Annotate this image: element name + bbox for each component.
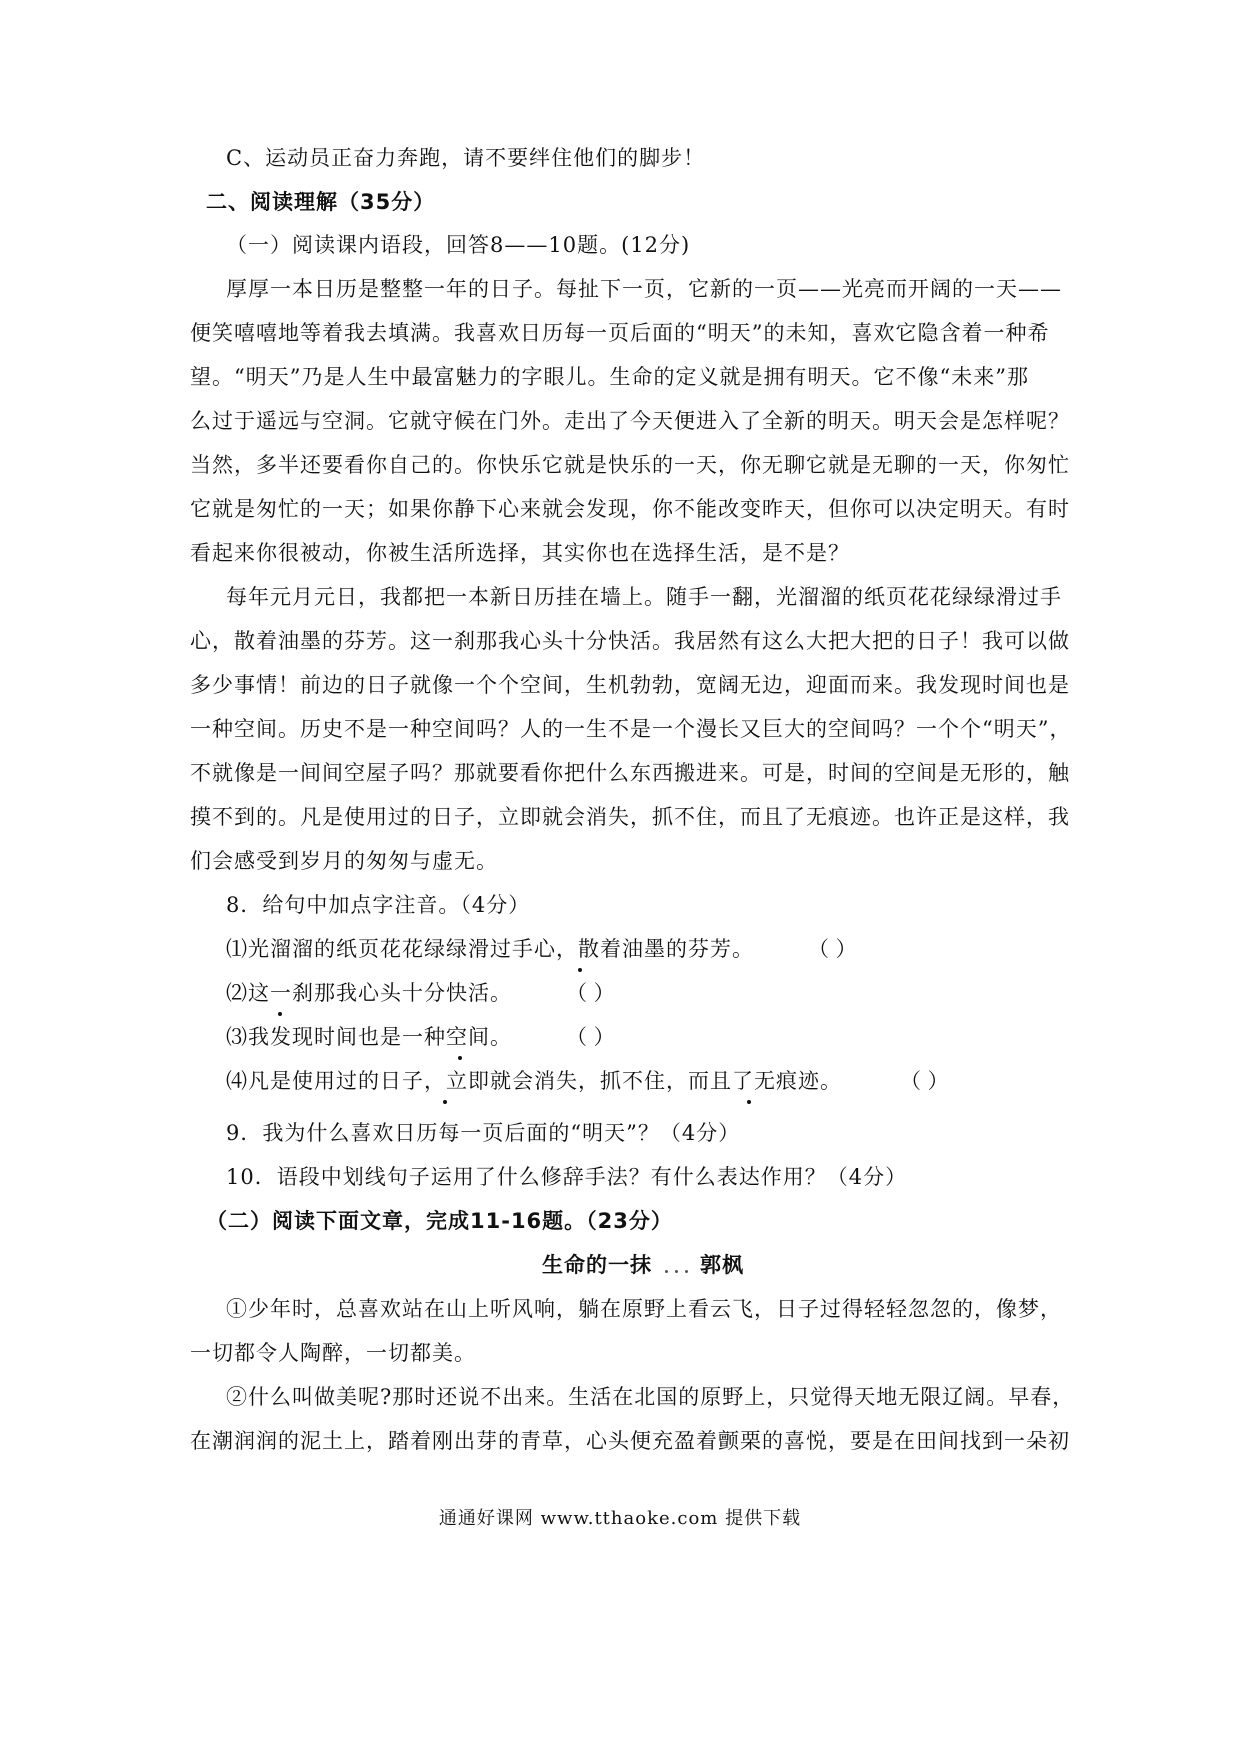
- passage-line: 厚厚一本日历是整整一年的日子。每扯下一页，它新的一页——光亮而开阔的一天——: [226, 277, 1062, 301]
- answer-blank: （ ）: [900, 1069, 949, 1093]
- emphasis-dot: [443, 1100, 447, 1104]
- passage-line: 么过于遥远与空洞。它就守候在门外。走出了今天便进入了全新的明天。明天会是怎样呢？: [190, 409, 1070, 433]
- passage-line: 便笑嘻嘻地等着我去填满。我喜欢日历每一页后面的“明天”的未知，喜欢它隐含着一种希: [190, 321, 1050, 345]
- part2-heading: （二）阅读下面文章，完成11-16题。（23分）: [206, 1209, 673, 1233]
- passage-line: 们会感受到岁月的匆匆与虚无。: [190, 849, 498, 873]
- passage-line: 一切都令人陶醉，一切都美。: [190, 1341, 476, 1365]
- article-title: 生命的一抹: [542, 1253, 652, 1277]
- passage-line: 摸不到的。凡是使用过的日子，立即就会消失，抓不住，而且了无痕迹。也许正是这样，我: [190, 805, 1070, 829]
- answer-blank: （ ）: [566, 981, 615, 1005]
- question-9: 9．我为什么喜欢日历每一页后面的“明天”？（4分）: [226, 1121, 741, 1145]
- passage-line: 它就是匆忙的一天；如果你静下心来就会发现，你不能改变昨天，但你可以决定明天。有时: [190, 497, 1070, 521]
- part1-heading: （一）阅读课内语段，回答8——10题。(12分): [226, 233, 691, 257]
- emphasis-dot: [458, 1056, 462, 1060]
- section-heading: 二、阅读理解（35分）: [206, 190, 436, 214]
- passage-line: 望。“明天”乃是人生中最富魅力的字眼儿。生命的定义就是拥有明天。它不像“未来”那: [190, 365, 1029, 389]
- scan-speck: [665, 1270, 668, 1273]
- passage-line: 心，散着油墨的芬芳。这一刹那我心头十分快活。我居然有这么大把大把的日子！我可以做: [190, 629, 1070, 653]
- passage-line: 看起来你很被动，你被生活所选择，其实你也在选择生活，是不是？: [190, 541, 850, 565]
- passage-line: ②什么叫做美呢?那时还说不出来。生活在北国的原野上，只觉得天地无限辽阔。早春，: [226, 1385, 1075, 1409]
- passage-line: 不就像是一间间空屋子吗？那就要看你把什么东西搬进来。可是，时间的空间是无形的，触: [190, 761, 1070, 785]
- page-footer: 通通好课网 www.tthaoke.com 提供下载: [438, 1508, 802, 1529]
- question-8-item: ⑴光溜溜的纸页花花绿绿滑过手心，散着油墨的芬芳。: [226, 937, 754, 961]
- option-c: C、运动员正奋力奔跑，请不要绊住他们的脚步！: [226, 146, 706, 170]
- question-8-item: ⑶我发现时间也是一种空间。: [226, 1025, 512, 1049]
- scan-speck: [685, 1270, 688, 1273]
- emphasis-dot: [278, 1012, 282, 1016]
- passage-line: 当然，多半还要看你自己的。你快乐它就是快乐的一天，你无聊它就是无聊的一天，你匆忙: [190, 453, 1070, 477]
- passage-line: 一种空间。历史不是一种空间吗？人的一生不是一个漫长又巨大的空间吗？一个个“明天”，: [190, 717, 1072, 741]
- question-10: 10．语段中划线句子运用了什么修辞手法？有什么表达作用？（4分）: [226, 1165, 908, 1189]
- question-8-stem: 8．给句中加点字注音。（4分）: [226, 893, 531, 917]
- answer-blank: （ ）: [808, 937, 857, 961]
- passage-line: 多少事情！前边的日子就像一个个空间，生机勃勃，宽阔无边，迎面而来。我发现时间也是: [190, 673, 1070, 697]
- passage-line: 在潮润润的泥土上，踏着刚出芽的青草，心头便充盈着颤栗的喜悦，要是在田间找到一朵初: [190, 1429, 1070, 1453]
- article-author: 郭枫: [700, 1253, 744, 1277]
- answer-blank: （ ）: [566, 1025, 615, 1049]
- passage-line: 每年元月元日，我都把一本新日历挂在墙上。随手一翻，光溜溜的纸页花花绿绿滑过手: [226, 585, 1062, 609]
- scan-speck: [675, 1270, 678, 1273]
- emphasis-dot: [578, 968, 582, 972]
- question-8-item: ⑵这一刹那我心头十分快活。: [226, 981, 512, 1005]
- emphasis-dot: [747, 1100, 751, 1104]
- passage-line: ①少年时，总喜欢站在山上听风响，躺在原野上看云飞，日子过得轻轻忽忽的，像梦，: [226, 1297, 1062, 1321]
- question-8-item: ⑷凡是使用过的日子，立即就会消失，抓不住，而且了无痕迹。: [226, 1069, 842, 1093]
